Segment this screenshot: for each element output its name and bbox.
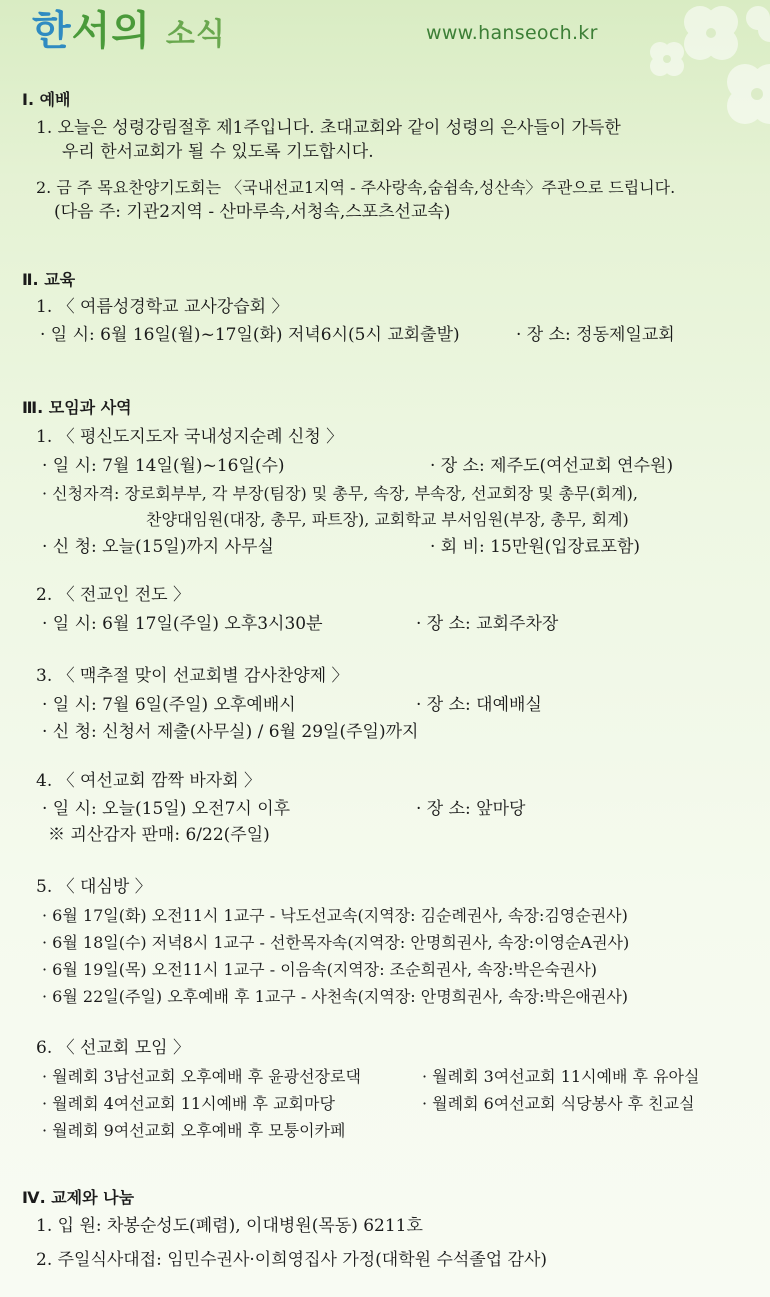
s1-item-1-line-2: 우리 한서교회가 될 수 있도록 기도합시다. <box>62 142 374 162</box>
s3-item-3-apply: · 신 청: 신청서 제출(사무실) / 6월 29일(주일)까지 <box>42 722 419 742</box>
s3-item-3-date: · 일 시: 7월 6일(주일) 오후예배시 <box>42 695 296 715</box>
s3-item-6-meeting-3: · 월례회 4여선교회 11시예배 후 교회마당 <box>42 1094 335 1113</box>
section-2-heading: Ⅱ. 교육 <box>22 270 76 289</box>
title-part-han: 한 <box>32 8 72 54</box>
s3-item-6-title: 6. 〈 선교회 모임 〉 <box>36 1038 190 1058</box>
s3-item-2-title: 2. 〈 전교인 전도 〉 <box>36 585 190 605</box>
church-url[interactable]: www.hanseoch.kr <box>426 22 598 44</box>
s3-item-5-title: 5. 〈 대심방 〉 <box>36 877 152 897</box>
s4-item-1: 1. 입 원: 차봉순성도(폐렴), 이대병원(목동) 6211호 <box>36 1216 423 1236</box>
s3-item-4-date: · 일 시: 오늘(15일) 오전7시 이후 <box>42 799 291 819</box>
s3-item-5-visit-4: · 6월 22일(주일) 오후예배 후 1교구 - 사천속(지역장: 안명희권사, 속장:박은애권사) <box>42 987 629 1006</box>
s3-item-1-place: · 장 소: 제주도(여선교회 연수원) <box>430 456 674 476</box>
title-part-sosik: 소식 <box>165 17 226 52</box>
s2-item-1-place: · 장 소: 정동제일교회 <box>516 325 675 345</box>
s1-item-2-line-1: 2. 금 주 목요찬양기도회는 〈국내선교1지역 - 주사랑속,숨쉼속,성산속〉주관으로 드립니다. <box>36 178 676 197</box>
s3-item-3-title: 3. 〈 맥추절 맞이 선교회별 감사찬양제 〉 <box>36 666 349 686</box>
s2-item-1-date: · 일 시: 6월 16일(월)~17일(화) 저녁6시(5시 교회출발) <box>40 325 460 345</box>
s2-item-1-title: 1. 〈 여름성경학교 교사강습회 〉 <box>36 297 289 317</box>
s3-item-5-visit-1: · 6월 17일(화) 오전11시 1교구 - 낙도선교속(지역장: 김순례권사, 속장:김영순권사) <box>42 906 628 925</box>
s3-item-2-place: · 장 소: 교회주차장 <box>416 614 559 634</box>
s3-item-6-meeting-1: · 월례회 3남선교회 오후예배 후 윤광선장로댁 <box>42 1067 361 1086</box>
s4-item-2: 2. 주일식사대접: 임민수권사·이희영집사 가정(대학원 수석졸업 감사) <box>36 1250 548 1270</box>
s3-item-1-qualification: · 신청자격: 장로회부부, 각 부장(팀장) 및 총무, 속장, 부속장, 선교회장 및 총무(회계), <box>42 484 638 503</box>
section-3-heading: Ⅲ. 모임과 사역 <box>22 398 132 417</box>
section-4-heading: Ⅳ. 교제와 나눔 <box>22 1188 135 1207</box>
s1-item-2-line-2: (다음 주: 기관2지역 - 산마루속,서청속,스포츠선교속) <box>54 202 451 222</box>
bulletin-title <box>32 8 226 58</box>
s3-item-4-place: · 장 소: 앞마당 <box>416 799 526 819</box>
s3-item-1-title: 1. 〈 평신도지도자 국내성지순례 신청 〉 <box>36 427 344 447</box>
s3-item-2-date: · 일 시: 6월 17일(주일) 오후3시30분 <box>42 614 323 634</box>
s3-item-1-fee: · 회 비: 15만원(입장료포함) <box>430 537 641 557</box>
s3-item-3-place: · 장 소: 대예배실 <box>416 695 542 715</box>
s3-item-1-qualification-cont: 찬양대임원(대장, 총무, 파트장), 교회학교 부서임원(부장, 총무, 회계) <box>146 510 629 529</box>
s3-item-4-note: ※ 괴산감자 판매: 6/22(주일) <box>48 825 270 845</box>
s3-item-1-date: · 일 시: 7월 14일(월)~16일(수) <box>42 456 285 476</box>
bulletin-header <box>0 0 770 75</box>
title-part-seoui: 서의 <box>71 8 166 54</box>
s3-item-5-visit-2: · 6월 18일(수) 저녁8시 1교구 - 선한목자속(지역장: 안명희권사, 속장:이영순A권사) <box>42 933 630 952</box>
s3-item-5-visit-3: · 6월 19일(목) 오전11시 1교구 - 이음속(지역장: 조순희권사, 속장:박은숙권사) <box>42 960 597 979</box>
s3-item-1-apply: · 신 청: 오늘(15일)까지 사무실 <box>42 537 274 557</box>
s1-item-1-line-1: 1. 오늘은 성령강림절후 제1주입니다. 초대교회와 같이 성령의 은사들이 가득한 <box>36 118 621 138</box>
s3-item-6-meeting-2: · 월례회 3여선교회 11시예배 후 유아실 <box>422 1067 700 1086</box>
s3-item-4-title: 4. 〈 여선교회 깜짝 바자회 〉 <box>36 771 262 791</box>
section-1-heading: Ⅰ. 예배 <box>22 90 71 109</box>
s3-item-6-meeting-4: · 월례회 6여선교회 식당봉사 후 친교실 <box>422 1094 695 1113</box>
s3-item-6-meeting-5: · 월례회 9여선교회 오후예배 후 모퉁이카페 <box>42 1121 346 1140</box>
